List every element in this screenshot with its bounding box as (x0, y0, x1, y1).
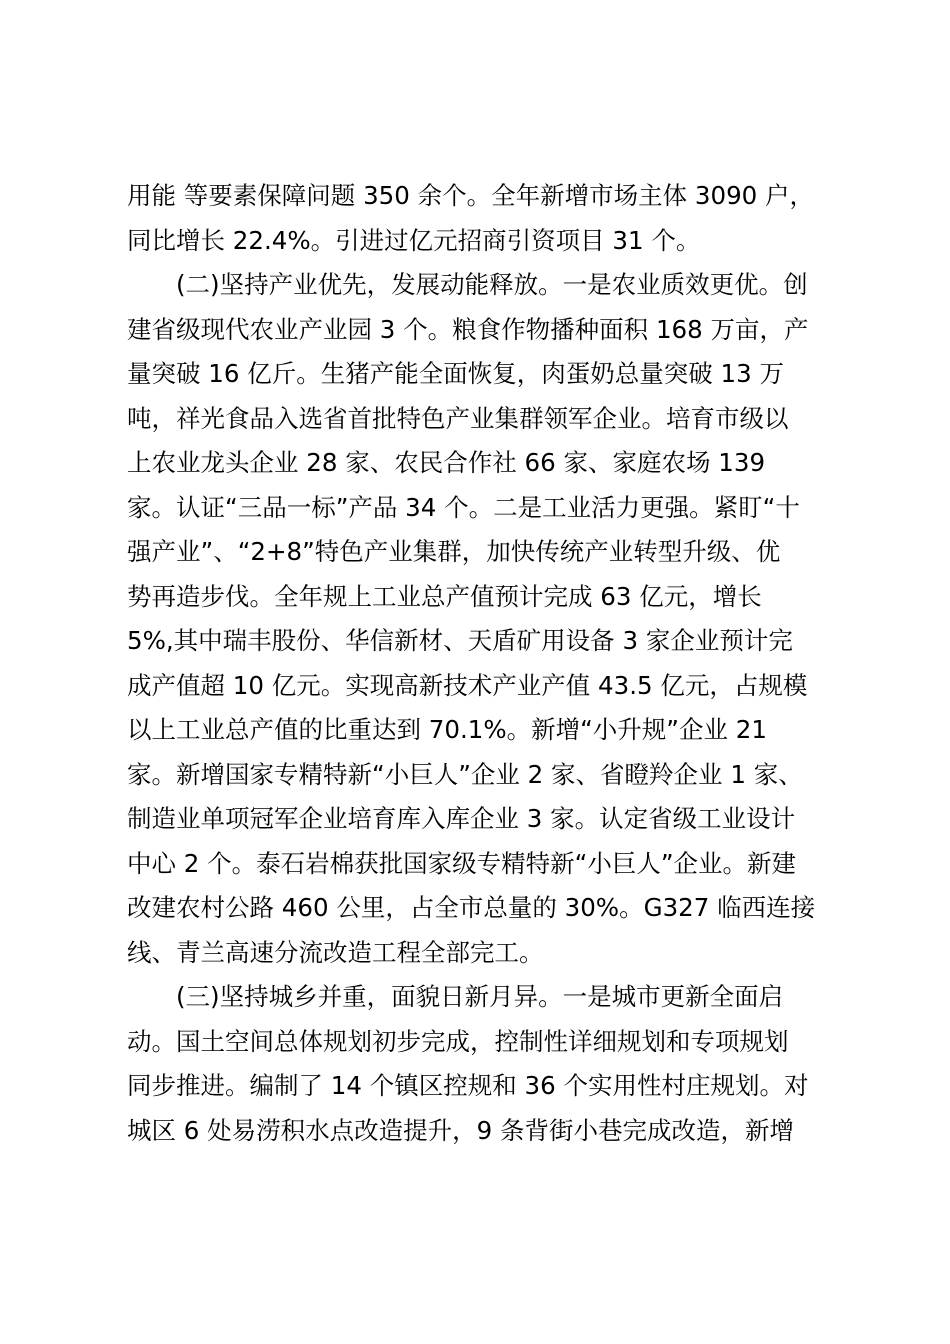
text-line: 家。认证“三品一标”产品 34 个。二是工业活力更强。紧盯“十 (127, 492, 800, 522)
text-line: 强产业”、“2+8”特色产业集群，加快传统产业转型升级、优 (127, 537, 781, 566)
text-line: 成产值超 10 亿元。实现高新技术产业产值 43.5 亿元，占规模 (127, 670, 808, 700)
text-line: 城区 6 处易涝积水点改造提升，9 条背街小巷完成改造，新增 (127, 1115, 795, 1145)
paragraph-start-line: (三)坚持城乡并重，面貌日新月异。一是城市更新全面启 (176, 982, 784, 1011)
text-line: 同步推进。编制了 14 个镇区控规和 36 个实用性村庄规划。对 (127, 1071, 809, 1100)
text-line: 改建农村公路 460 公里，占全市总量的 30%。G327 临西连接 (127, 893, 816, 922)
text-line: 用能 等要素保障问题 350 余个。全年新增市场主体 3090 户， (127, 181, 815, 210)
text-line: 中心 2 个。泰石岩棉获批国家级专精特新“小巨人”企业。新建 (127, 848, 797, 878)
text-line: 制造业单项冠军企业培育库入库企业 3 家。认定省级工业设计 (127, 804, 796, 833)
text-line: 家。新增国家专精特新“小巨人”企业 2 家、省瞪羚企业 1 家、 (127, 759, 803, 789)
text-line: 线、青兰高速分流改造工程全部完工。 (127, 937, 544, 967)
text-line: 量突破 16 亿斤。生猪产能全面恢复，肉蛋奶总量突破 13 万 (127, 359, 784, 388)
text-line: 以上工业总产值的比重达到 70.1%。新增“小升规”企业 21 (127, 715, 767, 744)
text-line: 动。国土空间总体规划初步完成，控制性详细规划和专项规划 (127, 1026, 789, 1056)
text-line: 势再造步伐。全年规上工业总产值预计完成 63 亿元，增长 (127, 581, 762, 611)
text-line: 5%,其中瑞丰股份、华信新材、天盾矿用设备 3 家企业预计完 (127, 626, 793, 655)
text-line: 同比增长 22.4%。引进过亿元招商引资项目 31 个。 (127, 225, 701, 255)
document-body (127, 174, 837, 1153)
text-line: 上农业龙头企业 28 家、农民合作社 66 家、家庭农场 139 (127, 448, 766, 477)
text-line: 建省级现代农业产业园 3 个。粮食作物播种面积 168 万亩，产 (127, 314, 809, 344)
text-line: 吨，祥光食品入选省首批特色产业集群领军企业。培育市级以 (127, 403, 789, 433)
paragraph-start-line: (二)坚持产业优先，发展动能释放。一是农业质效更优。创 (176, 270, 808, 299)
